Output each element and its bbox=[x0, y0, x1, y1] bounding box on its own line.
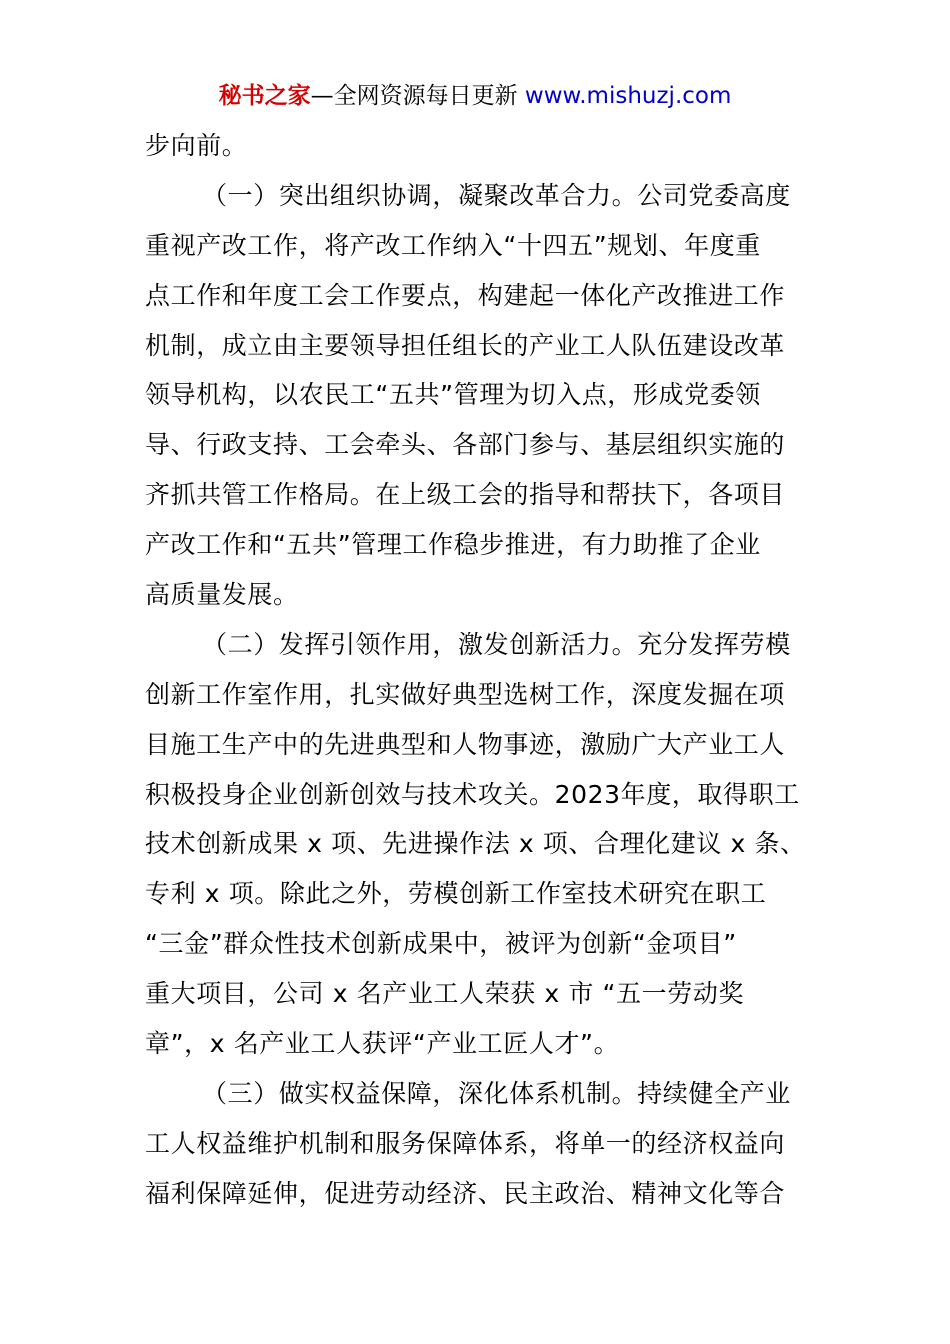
text-line: 技术创新成果 x 项、先进操作法 x 项、合理化建议 x 条、 bbox=[145, 829, 806, 859]
text-line: 重视产改工作，将产改工作纳入“十四五”规划、年度重 bbox=[145, 230, 761, 260]
site-url-link[interactable]: www.mishuzj.com bbox=[524, 83, 732, 109]
text-line: （三）做实权益保障，深化体系机制。持续健全产业 bbox=[202, 1078, 791, 1108]
text-line: “三金”群众性技术创新成果中，被评为创新“金项目” bbox=[145, 929, 737, 959]
text-line: 高质量发展。 bbox=[145, 580, 299, 610]
text-line: 点工作和年度工会工作要点，构建起一体化产改推进工作 bbox=[145, 280, 786, 310]
site-header bbox=[0, 80, 950, 112]
text-line: （二）发挥引领作用，激发创新活力。充分发挥劳模 bbox=[202, 629, 791, 659]
document-body bbox=[145, 121, 810, 1219]
text-line: 齐抓共管工作格局。在上级工会的指导和帮扶下，各项目 bbox=[145, 480, 786, 510]
text-line: 领导机构，以农民工“五共”管理为切入点，形成党委领 bbox=[145, 380, 761, 410]
text-line: 福利保障延伸，促进劳动经济、民主政治、精神文化等合 bbox=[145, 1178, 786, 1208]
header-tagline: —全网资源每日更新 bbox=[310, 83, 518, 109]
text-line: 工人权益维护机制和服务保障体系，将单一的经济权益向 bbox=[145, 1128, 786, 1158]
text-line: 机制，成立由主要领导担任组长的产业工人队伍建设改革 bbox=[145, 330, 786, 360]
text-line: 创新工作室作用，扎实做好典型选树工作，深度发掘在项 bbox=[145, 679, 786, 709]
text-line: 重大项目，公司 x 名产业工人荣获 x 市 “五一劳动奖 bbox=[145, 979, 745, 1009]
text-line: 导、行政支持、工会牵头、各部门参与、基层组织实施的 bbox=[145, 430, 786, 460]
text-line: 产改工作和“五共”管理工作稳步推进，有力助推了企业 bbox=[145, 530, 761, 560]
text-line: 步向前。 bbox=[145, 131, 248, 160]
text-line: 专利 x 项。除此之外，劳模创新工作室技术研究在职工 bbox=[145, 879, 767, 909]
text-line: 积极投身企业创新创效与技术攻关。2023年度，取得职工 bbox=[145, 779, 800, 809]
brand-name: 秘书之家 bbox=[218, 83, 311, 109]
text-line: 目施工生产中的先进典型和人物事迹，激励广大产业工人 bbox=[145, 729, 786, 759]
text-line: 章”，x 名产业工人获评“产业工匠人才”。 bbox=[145, 1029, 620, 1059]
text-line: （一）突出组织协调，凝聚改革合力。公司党委高度 bbox=[202, 180, 791, 210]
